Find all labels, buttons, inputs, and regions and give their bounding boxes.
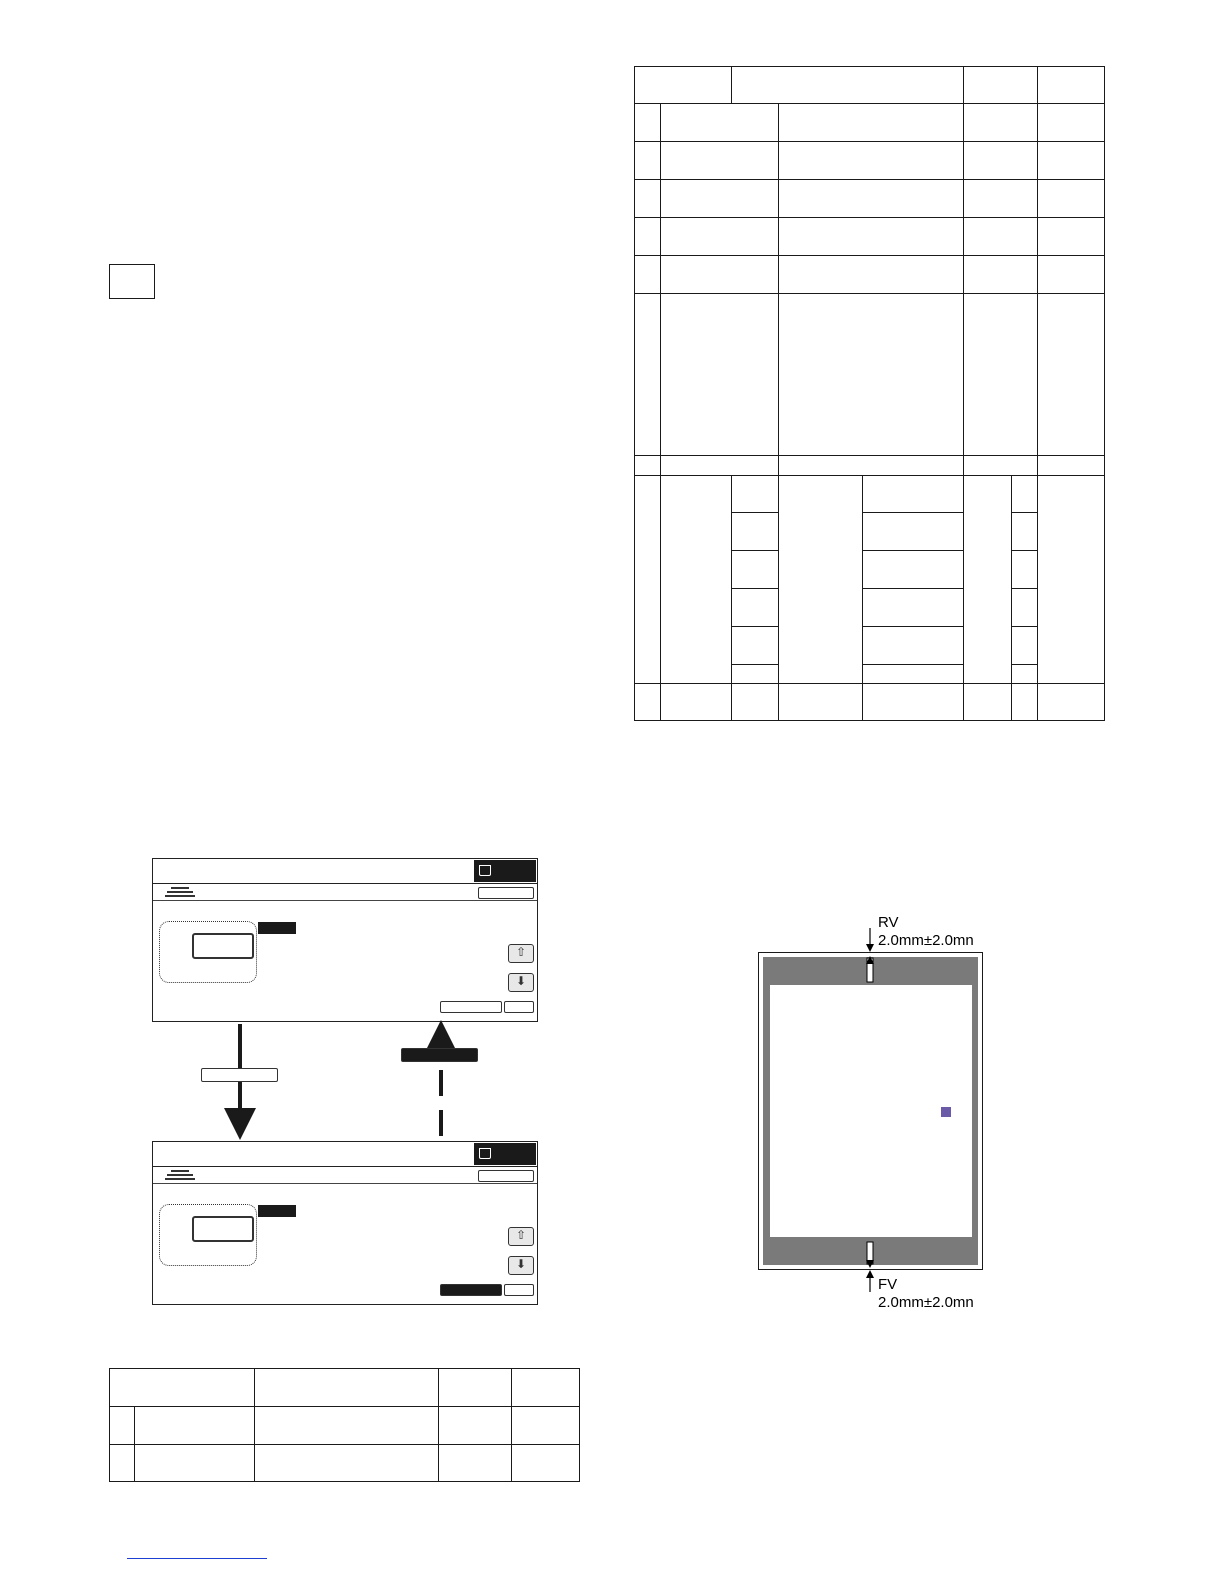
item-highlight (258, 1205, 296, 1217)
paper-tray-indicator (474, 1143, 536, 1165)
operation-screen-top (152, 858, 538, 1022)
execute-key-label (201, 1068, 278, 1082)
execute-button[interactable] (440, 1001, 502, 1013)
table-row (635, 256, 1105, 294)
adjustment-table-main (634, 66, 1105, 721)
operation-screen-bottom (152, 1141, 538, 1305)
scroll-down-button[interactable] (508, 1256, 534, 1275)
table-row (110, 1445, 580, 1482)
table-row-thin (635, 456, 1105, 476)
paper-tray-icon (479, 1148, 491, 1159)
table-row (635, 104, 1105, 142)
table-subrow (635, 476, 1105, 513)
scroll-up-button[interactable] (508, 944, 534, 963)
ok-button[interactable] (504, 1284, 534, 1296)
footer-link[interactable] (127, 1558, 267, 1559)
stack-icon (165, 886, 195, 898)
table-row (635, 218, 1105, 256)
value-field[interactable] (192, 1216, 254, 1242)
front-measure-arrows (860, 1240, 880, 1292)
table-row-tall (635, 294, 1105, 456)
arrow-up-icon: ⇧ (515, 945, 527, 959)
paper-tray-icon (479, 865, 491, 876)
paper-tray-indicator (474, 860, 536, 882)
adjustment-table-small (109, 1368, 580, 1482)
scroll-down-button[interactable] (508, 973, 534, 992)
table-header-row (635, 67, 1105, 104)
table-row (635, 142, 1105, 180)
arrow-down-icon: ⬇ (515, 1257, 527, 1271)
stack-icon (165, 1169, 195, 1181)
ok-button[interactable] (504, 1001, 534, 1013)
front-label: FV (878, 1276, 898, 1293)
rear-label: RV (878, 914, 899, 931)
screen-small-button[interactable] (478, 887, 534, 899)
table-row-last (635, 684, 1105, 721)
rear-measure-arrows (860, 928, 880, 984)
execute-button-active[interactable] (440, 1284, 502, 1296)
value-field[interactable] (192, 933, 254, 959)
item-highlight (258, 922, 296, 934)
front-value: 2.0mm±2.0mn (878, 1294, 974, 1311)
arrow-down-icon: ⬇ (515, 974, 527, 988)
table-row (635, 180, 1105, 218)
reference-mark (941, 1107, 951, 1117)
table-header-row (110, 1369, 580, 1407)
screen-small-button[interactable] (478, 1170, 534, 1182)
scroll-up-button[interactable] (508, 1227, 534, 1246)
rear-value: 2.0mm±2.0mn (878, 932, 974, 949)
table-row (110, 1407, 580, 1445)
stop-key-label (401, 1048, 478, 1062)
arrow-up-icon: ⇧ (515, 1228, 527, 1242)
note-box (109, 264, 155, 299)
